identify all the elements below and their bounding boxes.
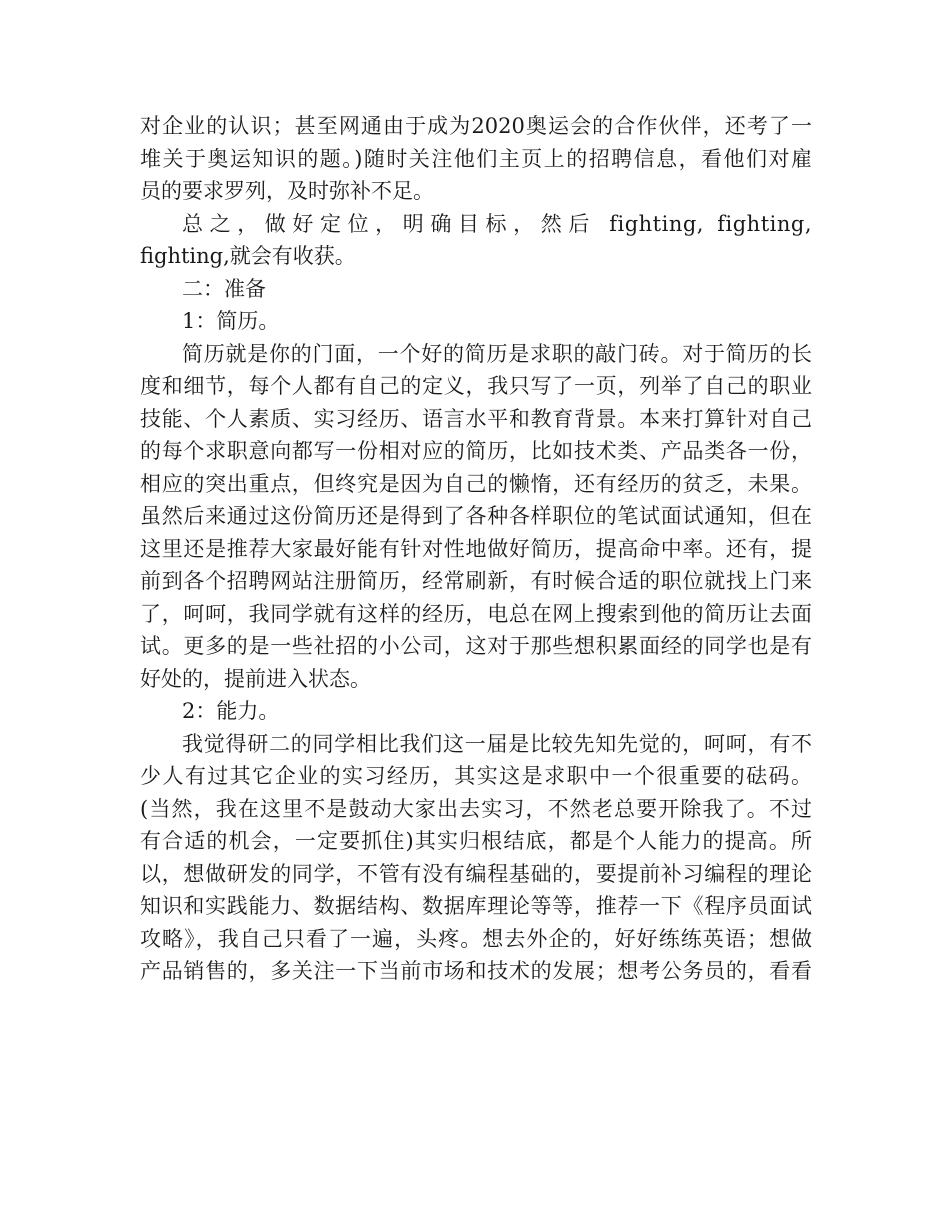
text-line: 攻略》，我自己只看了一遍，头疼。想去外企的，好好练练英语；想做 [140, 926, 812, 951]
text-line: 我觉得研二的同学相比我们这一届是比较先知先觉的，呵呵，有不 [182, 731, 812, 756]
text-line: 前到各个招聘网站注册简历，经常刷新，有时候合适的职位就找上门来 [140, 569, 812, 593]
text-line: 有合适的机会，一定要抓住)其实归根结底，都是个人能力的提高。所 [140, 829, 812, 853]
text-line: 堆关于奥运知识的题。)随时关注他们主页上的招聘信息，看他们对雇 [140, 146, 812, 171]
text-line: 这里还是推荐大家最好能有针对性地做好简历，提高命中率。还有，提 [140, 536, 812, 561]
text-line: fighting,就会有收获。 [140, 244, 356, 268]
text-line: 了，呵呵，我同学就有这样的经历，电总在网上搜索到他的简历让去面 [140, 601, 812, 626]
text-line: 的每个求职意向都写一份相对应的简历，比如技术类、产品类各一份， [140, 439, 812, 463]
subsection-heading: 2：能力。 [182, 699, 280, 723]
text-line: 虽然后来通过这份简历还是得到了各种各样职位的笔试面试通知，但在 [140, 504, 812, 528]
subsection-heading: 1：简历。 [182, 309, 280, 333]
text-line: 总之，做好定位，明确目标，然后 fighting, fighting, [182, 211, 812, 236]
text-line: 少人有过其它企业的实习经历，其实这是求职中一个很重要的砝码。 [140, 764, 812, 788]
text-line: 知识和实践能力、数据结构、数据库理论等等，推荐一下《程序员面试 [140, 894, 812, 918]
text-line: 技能、个人素质、实习经历、语言水平和教育背景。本来打算针对自己 [140, 406, 812, 431]
text-line: 相应的突出重点，但终究是因为自己的懒惰，还有经历的贫乏，未果。 [140, 471, 812, 496]
text-line: 产品销售的，多关注一下当前市场和技术的发展；想考公务员的，看看 [140, 959, 812, 983]
section-heading: 二：准备 [182, 276, 266, 301]
text-line: 好处的，提前进入状态。 [140, 666, 371, 691]
document-body [140, 110, 812, 988]
text-line: 以，想做研发的同学，不管有没有编程基础的，要提前补习编程的理论 [140, 861, 812, 886]
text-line: 对企业的认识；甚至网通由于成为2020奥运会的合作伙伴，还考了一 [140, 114, 812, 138]
text-line: 度和细节，每个人都有自己的定义，我只写了一页，列举了自己的职业 [140, 374, 812, 398]
text-line: 员的要求罗列，及时弥补不足。 [140, 179, 434, 203]
text-line: (当然，我在这里不是鼓动大家出去实习，不然老总要开除我了。不过 [140, 796, 812, 821]
text-line: 试。更多的是一些社招的小公司，这对于那些想积累面经的同学也是有 [140, 634, 812, 658]
text-line: 简历就是你的门面，一个好的简历是求职的敲门砖。对于简历的长 [182, 341, 812, 366]
